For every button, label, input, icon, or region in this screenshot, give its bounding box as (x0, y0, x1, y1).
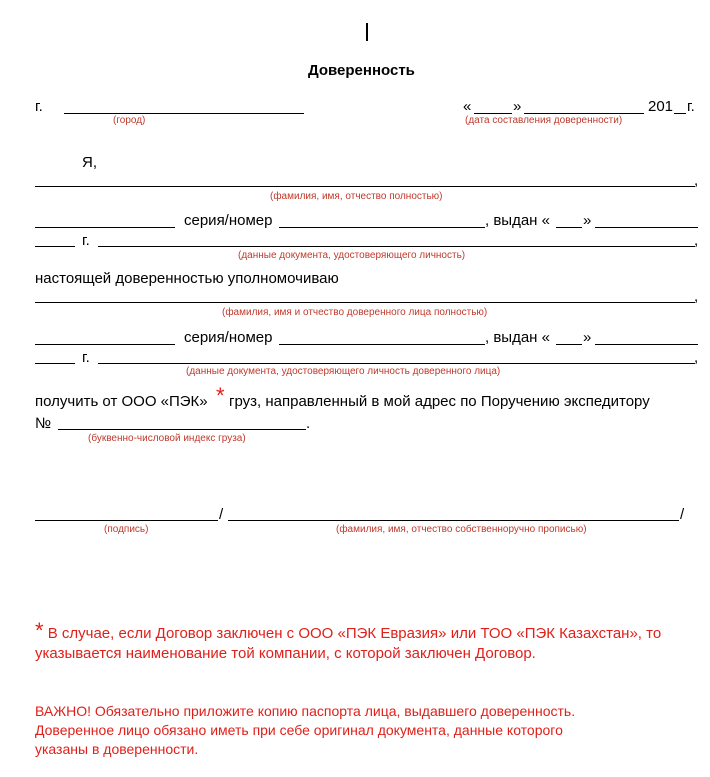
principal-doc-type-field[interactable] (35, 227, 175, 228)
city-caption: (город) (113, 115, 146, 126)
cargo-number-field[interactable] (58, 429, 306, 430)
agent-issued-year-field[interactable] (35, 363, 75, 364)
footnote-line-1: * В случае, если Договор заключен с ООО «ПЭК Евразия» или ТОО «ПЭК Казахстан», то (35, 618, 662, 643)
signature-name-caption: (фамилия, имя, отчество собственноручно прописью) (336, 524, 587, 535)
receive-asterisk: * (216, 383, 225, 408)
cargo-caption: (буквенно-числовой индекс груза) (88, 433, 246, 444)
receive-text-before: получить от ООО «ПЭК» (35, 393, 208, 410)
city-field[interactable] (64, 113, 304, 114)
agent-quote-close: » (583, 329, 592, 346)
warning-line-2: Доверенное лицо обязано иметь при себе оригинал документа, данные которого (35, 722, 563, 738)
agent-series-field[interactable] (279, 344, 485, 345)
principal-name-field[interactable] (35, 186, 695, 187)
date-open-quote: « (463, 98, 472, 115)
principal-issued-month-field[interactable] (595, 227, 698, 228)
agent-issued-day-field[interactable] (556, 344, 582, 345)
principal-issuer-comma: , (694, 232, 699, 249)
principal-issued-day-field[interactable] (556, 227, 582, 228)
signature-slash-left: / (219, 506, 224, 523)
agent-issued-label: , выдан « (485, 329, 550, 346)
text-cursor (366, 23, 368, 41)
principal-series-field[interactable] (279, 227, 485, 228)
principal-quote-close: » (583, 212, 592, 229)
agent-issued-month-field[interactable] (595, 344, 698, 345)
date-close-quote: » (513, 98, 522, 115)
receive-text-after: груз, направленный в мой адрес по Поручению экспедитору (229, 393, 650, 410)
city-prefix: г. (35, 98, 43, 115)
signature-field[interactable] (35, 520, 218, 521)
page-title: Доверенность (308, 62, 415, 79)
agent-issuer-comma: , (694, 349, 699, 366)
principal-doc-caption: (данные документа, удостоверяющего личность) (238, 250, 466, 261)
principal-issued-year-field[interactable] (35, 246, 75, 247)
agent-g-label: г. (82, 349, 90, 366)
signature-name-field[interactable] (228, 520, 679, 521)
agent-issuer-field[interactable] (98, 363, 695, 364)
principal-series-label: серия/номер (184, 212, 273, 229)
principal-ya: Я, (82, 154, 97, 171)
agent-name-field[interactable] (35, 302, 695, 303)
principal-name-comma: , (694, 172, 699, 189)
date-caption: (дата составления доверенности) (465, 115, 623, 126)
cargo-number-period: . (306, 415, 311, 432)
principal-g-label: г. (82, 232, 90, 249)
warning-line-3: указаны в доверенности. (35, 741, 199, 757)
date-year: 201 (648, 98, 674, 115)
principal-issued-label: , выдан « (485, 212, 550, 229)
cargo-number-label: № (35, 415, 52, 432)
agent-doc-caption: (данные документа, удостоверяющего личность доверенного лица) (186, 366, 501, 377)
principal-issuer-field[interactable] (98, 246, 695, 247)
date-day-field[interactable] (474, 113, 512, 114)
agent-series-label: серия/номер (184, 329, 273, 346)
authorize-text: настоящей доверенностью уполномочиваю (35, 270, 339, 287)
footnote-asterisk: * (35, 618, 44, 643)
signature-slash-right: / (680, 506, 685, 523)
principal-name-caption: (фамилия, имя, отчество полностью) (270, 191, 443, 202)
signature-caption: (подпись) (104, 524, 149, 535)
date-year-suffix: г. (687, 98, 695, 115)
agent-name-comma: , (694, 288, 699, 305)
date-year-field[interactable] (674, 113, 686, 114)
warning-line-1: ВАЖНО! Обязательно приложите копию паспорта лица, выдавшего доверенность. (35, 703, 576, 719)
date-month-field[interactable] (524, 113, 644, 114)
agent-doc-type-field[interactable] (35, 344, 175, 345)
agent-name-caption: (фамилия, имя и отчество доверенного лица полностью) (222, 307, 488, 318)
footnote-line-2: указывается наименование той компании, с которой заключен Договор. (35, 645, 536, 662)
